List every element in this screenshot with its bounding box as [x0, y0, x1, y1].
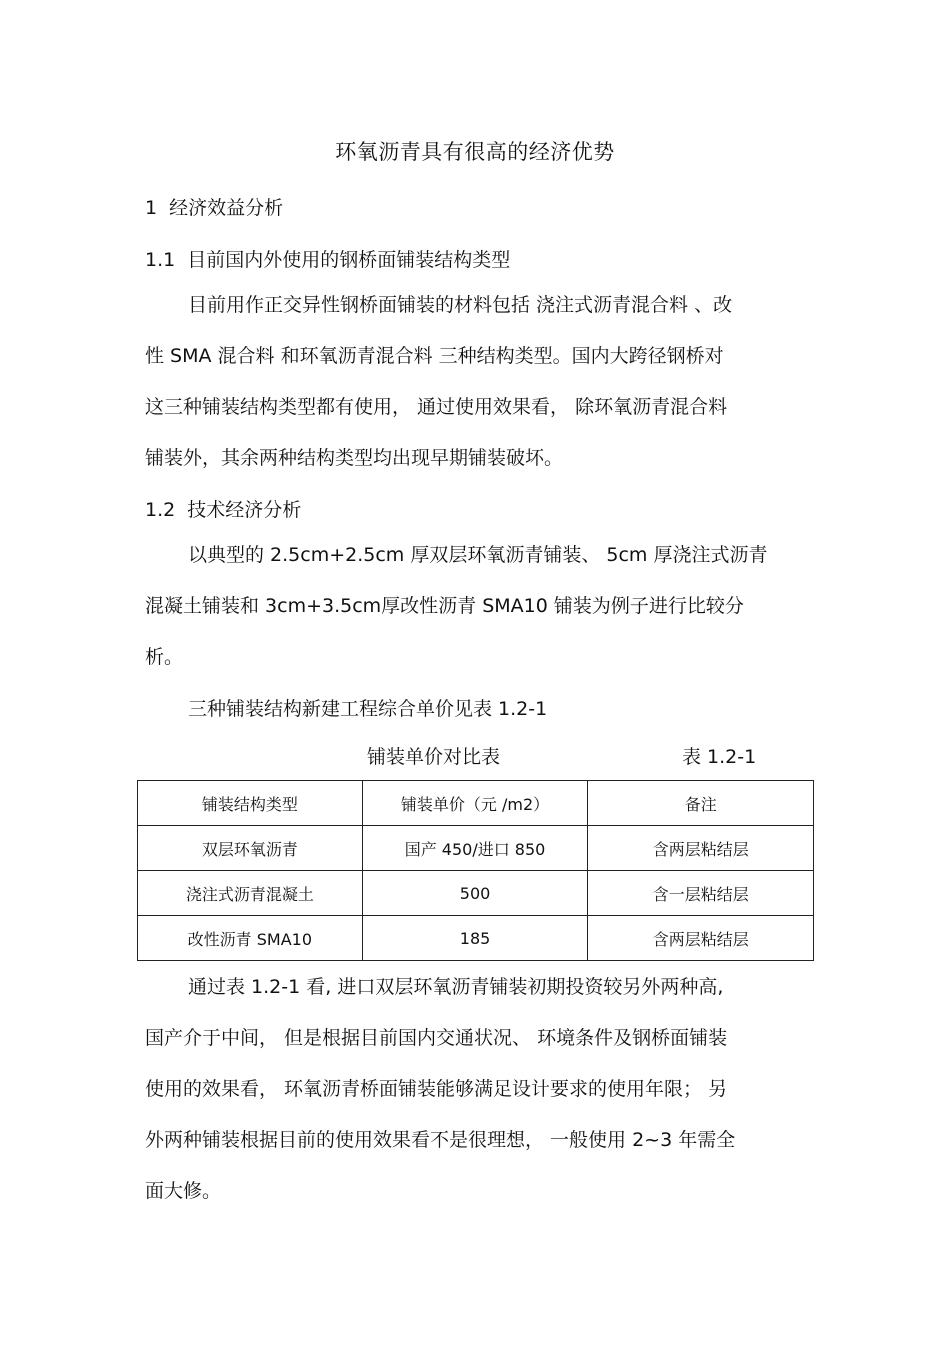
- table-row: [138, 826, 814, 871]
- table-row: [138, 871, 814, 916]
- paragraph-line: 这三种铺装结构类型都有使用， 通过使用效果看， 除环氧沥青混合料: [145, 396, 728, 418]
- table-caption-number: 表 1.2-1: [682, 746, 757, 768]
- section-heading-1: [145, 193, 283, 220]
- paragraph-line: 性 SMA 混合料 和环氧沥青混合料 三种结构类型。国内大跨径钢桥对: [145, 345, 724, 367]
- section-number: 1: [145, 197, 158, 219]
- paragraph-line: 混凝土铺装和 3cm+3.5cm厚改性沥青 SMA10 铺装为例子进行比较分: [145, 595, 744, 617]
- table-caption-title: 铺装单价对比表: [367, 746, 501, 768]
- table-cell: 改性沥青 SMA10: [138, 916, 363, 961]
- section-heading-1-2: [145, 495, 301, 522]
- paragraph-line: 目前用作正交异性钢桥面铺装的材料包括 浇注式沥青混合料 、改: [188, 294, 733, 316]
- paragraph-material-types: [145, 280, 810, 484]
- paragraph-line: 使用的效果看， 环氧沥青桥面铺装能够满足设计要求的使用年限； 另: [145, 1078, 728, 1100]
- paragraph-line: 面大修。: [145, 1180, 222, 1202]
- paragraph-line: 国产介于中间， 但是根据目前国内交通状况、 环境条件及钢桥面铺装: [145, 1027, 728, 1049]
- paragraph-conclusion: [145, 962, 810, 1217]
- section-title: 技术经济分析: [187, 499, 302, 521]
- section-number: 1.1: [145, 249, 176, 271]
- table-header-cell: 铺装结构类型: [138, 781, 363, 826]
- table-reference-line: 三种铺装结构新建工程综合单价见表 1.2-1: [188, 698, 548, 720]
- paragraph-line: 外两种铺装根据目前的使用效果看不是很理想， 一般使用 2~3 年需全: [145, 1129, 736, 1151]
- table-row: [138, 916, 814, 961]
- table-cell: 含两层粘结层: [588, 826, 814, 871]
- paragraph-line: 以典型的 2.5cm+2.5cm 厚双层环氧沥青铺装、 5cm 厚浇注式沥青: [188, 544, 768, 566]
- price-comparison-table: [137, 780, 814, 961]
- section-number: 1.2: [145, 499, 176, 521]
- table-cell: 含一层粘结层: [588, 871, 814, 916]
- paragraph-technical-analysis: [145, 530, 810, 683]
- section-title: 经济效益分析: [169, 197, 284, 219]
- table-cell: 国产 450/进口 850: [362, 826, 588, 871]
- table-cell: 浇注式沥青混凝土: [138, 871, 363, 916]
- document-title: 环氧沥青具有很高的经济优势: [335, 140, 615, 164]
- table-cell: 500: [362, 871, 588, 916]
- section-title: 目前国内外使用的钢桥面铺装结构类型: [187, 249, 511, 271]
- paragraph-line: 通过表 1.2-1 看, 进口双层环氧沥青铺装初期投资较另外两种高,: [188, 976, 724, 998]
- table-header-cell: 铺装单价（元 /m2）: [362, 781, 588, 826]
- section-heading-1-1: [145, 245, 510, 272]
- table-caption: [137, 742, 813, 772]
- table-cell: 185: [362, 916, 588, 961]
- table-header-row: [138, 781, 814, 826]
- table-header-cell: 备注: [588, 781, 814, 826]
- table-cell: 双层环氧沥青: [138, 826, 363, 871]
- paragraph-line: 析。: [145, 646, 184, 668]
- table-cell: 含两层粘结层: [588, 916, 814, 961]
- paragraph-line: 铺装外，其余两种结构类型均出现早期铺装破坏。: [145, 447, 564, 469]
